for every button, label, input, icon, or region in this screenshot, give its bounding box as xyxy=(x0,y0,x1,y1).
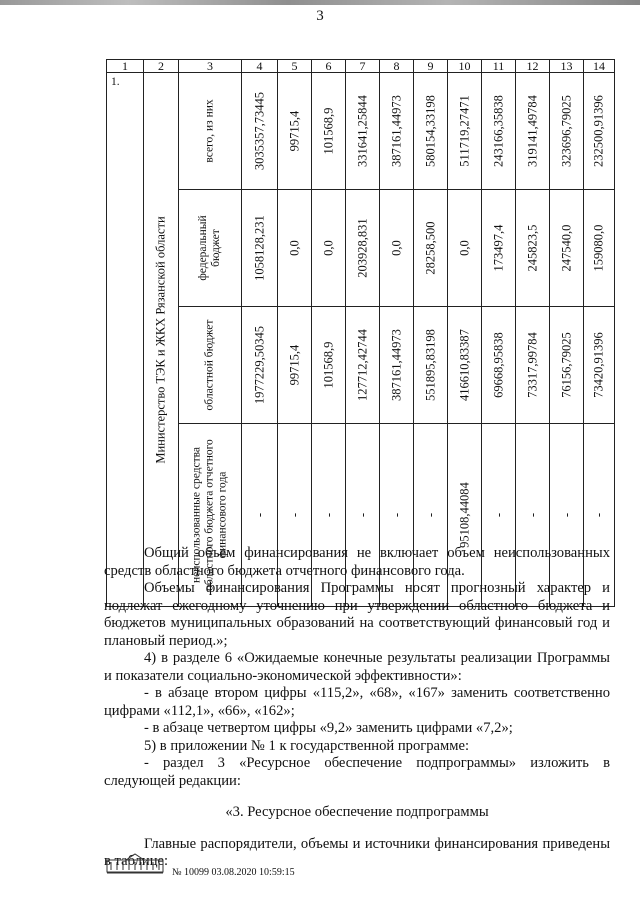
ministry-name: Министерство ТЭК и ЖКХ Рязанской области xyxy=(153,215,168,464)
row-label: неиспользованные средства областного бюджета отчетного финансового года xyxy=(190,439,229,591)
col-number: 2 xyxy=(144,60,179,73)
row-label-cell xyxy=(179,307,242,424)
col-number: 8 xyxy=(380,60,414,73)
table-cell: 203928,831 xyxy=(355,218,369,278)
col-number: 9 xyxy=(414,60,448,73)
table-cell: - xyxy=(355,512,369,518)
table-cell: - xyxy=(491,512,505,518)
paragraph: - в абзаце четвертом цифры «9,2» заменить цифрами «7,2»; xyxy=(144,720,513,736)
col-number: 5 xyxy=(278,60,312,73)
row-number-cell xyxy=(107,73,144,607)
col-number: 6 xyxy=(312,60,346,73)
paragraph: Объемы финансирования Программы носят прогнозный характер и подлежат ежегодному уточнению при утверждении областного бюджета и бюджетов муниципальных образований на соответствующий финансовый год и плановый период.»; xyxy=(104,580,610,649)
table-cell: 159080,0 xyxy=(591,224,606,272)
col-number: 12 xyxy=(516,60,550,73)
table-cell: 127712,42744 xyxy=(355,329,369,401)
row-label: федеральный бюджет xyxy=(197,215,222,281)
paragraph: Главные распорядители, объемы и источники финансирования приведены в таблице: xyxy=(104,835,610,869)
col-number: 10 xyxy=(448,60,482,73)
column-number-row xyxy=(107,60,615,73)
table-row xyxy=(107,307,615,424)
col-number: 3 xyxy=(179,60,242,73)
scan-top-edge xyxy=(0,0,640,5)
financing-table xyxy=(106,59,615,607)
table-cell: 331641,25844 xyxy=(355,95,369,167)
table-cell: 323696,79025 xyxy=(559,95,573,167)
table-cell: 0,0 xyxy=(321,240,335,256)
row-label-cell xyxy=(179,190,242,307)
paragraph: - раздел 3 «Ресурсное обеспечение подпрограммы» изложить в следующей редакции: xyxy=(104,755,610,789)
table-cell: 28258,500 xyxy=(423,221,437,275)
table-cell: 1977229,50345 xyxy=(252,325,266,405)
col-number: 1 xyxy=(107,60,144,73)
table-cell: - xyxy=(321,512,335,518)
table-cell: 387161,44973 xyxy=(389,329,403,401)
building-stamp-icon xyxy=(106,852,164,874)
table-cell: 551895,83198 xyxy=(423,329,437,401)
table-cell: 0,0 xyxy=(389,240,403,256)
table-cell: 0,0 xyxy=(287,240,301,256)
table-cell: 387161,44973 xyxy=(389,95,403,167)
col-number: 14 xyxy=(584,60,615,73)
row-label: областной бюджет xyxy=(203,319,216,411)
table-cell: 580154,33198 xyxy=(423,95,437,167)
table-cell: 247540,0 xyxy=(559,224,573,272)
table-cell: 99715,4 xyxy=(287,344,301,386)
table-cell: - xyxy=(389,512,403,518)
table-cell: 3035357,73445 xyxy=(252,91,266,171)
table-cell: 99715,4 xyxy=(287,110,301,152)
table-cell: 101568,9 xyxy=(321,341,335,389)
table-cell: 416610,83387 xyxy=(457,329,471,401)
table-cell: 101568,9 xyxy=(321,107,335,155)
ministry-cell xyxy=(144,73,179,607)
table-cell: 243166,35838 xyxy=(491,95,505,167)
table-cell: 76156,79025 xyxy=(559,332,573,398)
table-cell: 69668,95838 xyxy=(491,332,505,398)
table-cell: - xyxy=(591,512,606,518)
table-cell: - xyxy=(559,512,573,518)
col-number: 4 xyxy=(242,60,278,73)
table-cell: 95108,44084 xyxy=(457,482,471,548)
table-cell: 511719,27471 xyxy=(457,95,471,167)
table-cell: 73420,91396 xyxy=(591,332,606,398)
table-cell: 73317,99784 xyxy=(525,332,539,398)
row-label-cell xyxy=(179,73,242,190)
row-number: 1. xyxy=(111,76,120,88)
page-number: 3 xyxy=(316,8,324,24)
table-row xyxy=(107,73,615,190)
row-label: всего, из них xyxy=(203,99,216,163)
table-cell: 245823,5 xyxy=(525,224,539,272)
table-row xyxy=(107,190,615,307)
col-number: 11 xyxy=(482,60,516,73)
table-cell: - xyxy=(423,512,437,518)
document-id: № 10099 03.08.2020 10:59:15 xyxy=(172,867,295,878)
col-number: 13 xyxy=(550,60,584,73)
table-cell: - xyxy=(287,512,301,518)
section-heading: «3. Ресурсное обеспечение подпрограммы xyxy=(225,804,489,820)
paragraph: 4) в разделе 6 «Ожидаемые конечные результаты реализации Программы и показатели социально-экономической эффективности»: xyxy=(104,650,610,684)
table-cell: 1058128,231 xyxy=(252,215,266,281)
table-cell: 232500,91396 xyxy=(591,95,606,167)
body-text xyxy=(104,545,610,871)
col-number: 7 xyxy=(346,60,380,73)
table-cell: 0,0 xyxy=(457,240,471,256)
paragraph: - в абзаце втором цифры «115,2», «68», «167» заменить соответственно цифрами «112,1», «66», «162»; xyxy=(104,685,610,719)
paragraph: Общий объем финансирования не включает объем неиспользованных средств областного бюджета отчетного финансового года. xyxy=(104,545,610,579)
table-cell: - xyxy=(525,512,539,518)
table-cell: 173497,4 xyxy=(491,224,505,272)
table-cell: 319141,49784 xyxy=(525,95,539,167)
paragraph: 5) в приложении № 1 к государственной программе: xyxy=(144,737,470,754)
table-cell: - xyxy=(252,512,266,518)
